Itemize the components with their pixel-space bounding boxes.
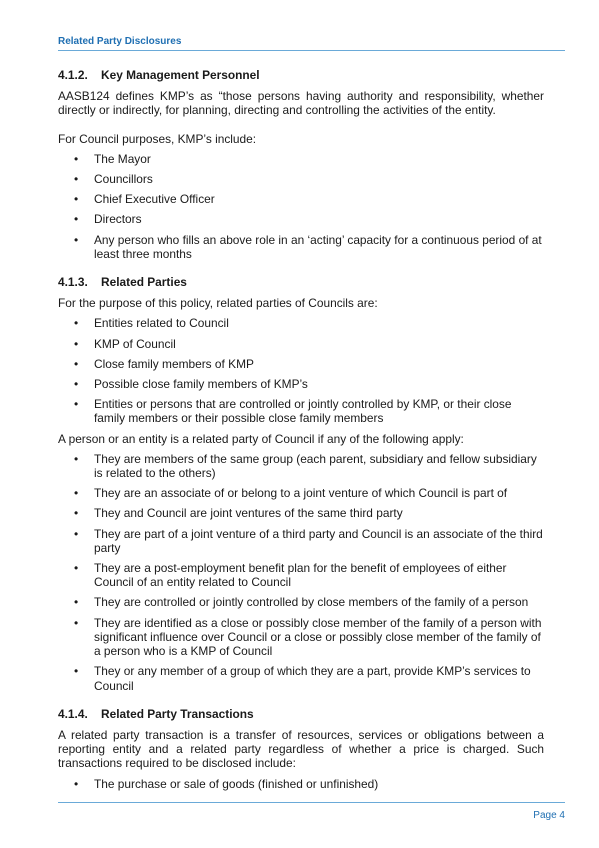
bullet-icon: • <box>74 316 79 331</box>
parties-intro-2: A person or an entity is a related party of Council if any of the following apply: <box>58 431 464 446</box>
kmp-list <box>58 152 544 261</box>
list-item: • Any person who fills an above role in an ‘acting’ capacity for a continuous period of at least three months <box>74 232 542 261</box>
list-item: • The Mayor <box>74 151 151 166</box>
list-item: • They are an associate of or belong to a joint venture of which Council is part of <box>74 486 508 501</box>
bullet-icon: • <box>74 232 79 247</box>
bullet-icon: • <box>74 506 79 521</box>
list-item: • Chief Executive Officer <box>74 192 215 207</box>
page-content <box>58 68 544 791</box>
bullet-icon: • <box>74 151 79 166</box>
section-heading-kmp <box>58 68 544 82</box>
transactions-list <box>58 777 544 791</box>
bullet-icon: • <box>74 377 79 392</box>
bullet-icon: • <box>74 397 79 412</box>
section-number: 4.1.3. <box>58 275 88 290</box>
bullet-icon: • <box>74 776 79 791</box>
section-number: 4.1.4. <box>58 706 88 721</box>
list-item: • Close family members of KMP <box>74 356 254 371</box>
section-title: Key Management Personnel <box>101 68 260 82</box>
bullet-icon: • <box>74 212 79 227</box>
bullet-icon: • <box>74 526 79 541</box>
bullet-icon: • <box>74 595 79 610</box>
kmp-intro: For Council purposes, KMP’s include: <box>58 131 257 146</box>
section-title: Related Parties <box>101 275 187 290</box>
section-title: Related Party Transactions <box>101 706 254 721</box>
bullet-icon: • <box>74 192 79 207</box>
list-item: • Councillors <box>74 172 153 187</box>
page-number: Page 4 <box>533 810 565 821</box>
bullet-icon: • <box>74 336 79 351</box>
bullet-icon: • <box>74 486 79 501</box>
footer-rule <box>58 802 565 803</box>
bullet-icon: • <box>74 615 79 630</box>
section-heading-parties <box>58 275 544 289</box>
kmp-definition: AASB124 defines KMP’s as “those persons having authority and responsibility, whether directly or indirectly, for planning, directing and controlling the activities of the entity. <box>58 89 544 118</box>
bullet-icon: • <box>74 172 79 187</box>
list-item: • Entities related to Council <box>74 316 229 331</box>
bullet-icon: • <box>74 356 79 371</box>
parties-list <box>58 316 544 425</box>
list-item: • They are identified as a close or possibly close member of the family of a person with significant influence over Council or a close or possibly close member of the family of a person who is a KMP of Council <box>74 615 542 659</box>
list-item: • They are a post-employment benefit plan for the benefit of employees of either Council of an entity related to Council <box>74 561 507 590</box>
running-header: Related Party Disclosures <box>58 36 182 47</box>
section-number: 4.1.2. <box>58 68 88 82</box>
list-item: • They are members of the same group (each parent, subsidiary and fellow subsidiary is related to the others) <box>74 451 537 481</box>
list-item: • They are part of a joint venture of a third party and Council is an associate of the third party <box>74 526 543 555</box>
list-item: • Entities or persons that are controlled or jointly controlled by KMP, or their close family members or their possible close family members <box>74 397 512 426</box>
bullet-icon: • <box>74 561 79 576</box>
transactions-text: A related party transaction is a transfer of resources, services or obligations between a reporting entity and a related party regardless of whether a price is charged. Such transactions required to be disclosed include: <box>58 727 544 771</box>
list-item: • Possible close family members of KMP’s <box>74 377 308 392</box>
bullet-icon: • <box>74 451 79 466</box>
list-item: • They or any member of a group of which they are a part, provide KMP’s services to Council <box>74 664 531 693</box>
related-conditions-list <box>58 452 544 693</box>
bullet-icon: • <box>74 664 79 679</box>
header-rule <box>58 50 565 51</box>
section-heading-transactions <box>58 707 544 721</box>
list-item: • KMP of Council <box>74 336 176 351</box>
list-item: • Directors <box>74 212 142 227</box>
parties-intro: For the purpose of this policy, related parties of Councils are: <box>58 296 378 311</box>
list-item: • The purchase or sale of goods (finished or unfinished) <box>74 776 379 791</box>
list-item: • They are controlled or jointly controlled by close members of the family of a person <box>74 595 529 610</box>
list-item: • They and Council are joint ventures of the same third party <box>74 506 403 521</box>
